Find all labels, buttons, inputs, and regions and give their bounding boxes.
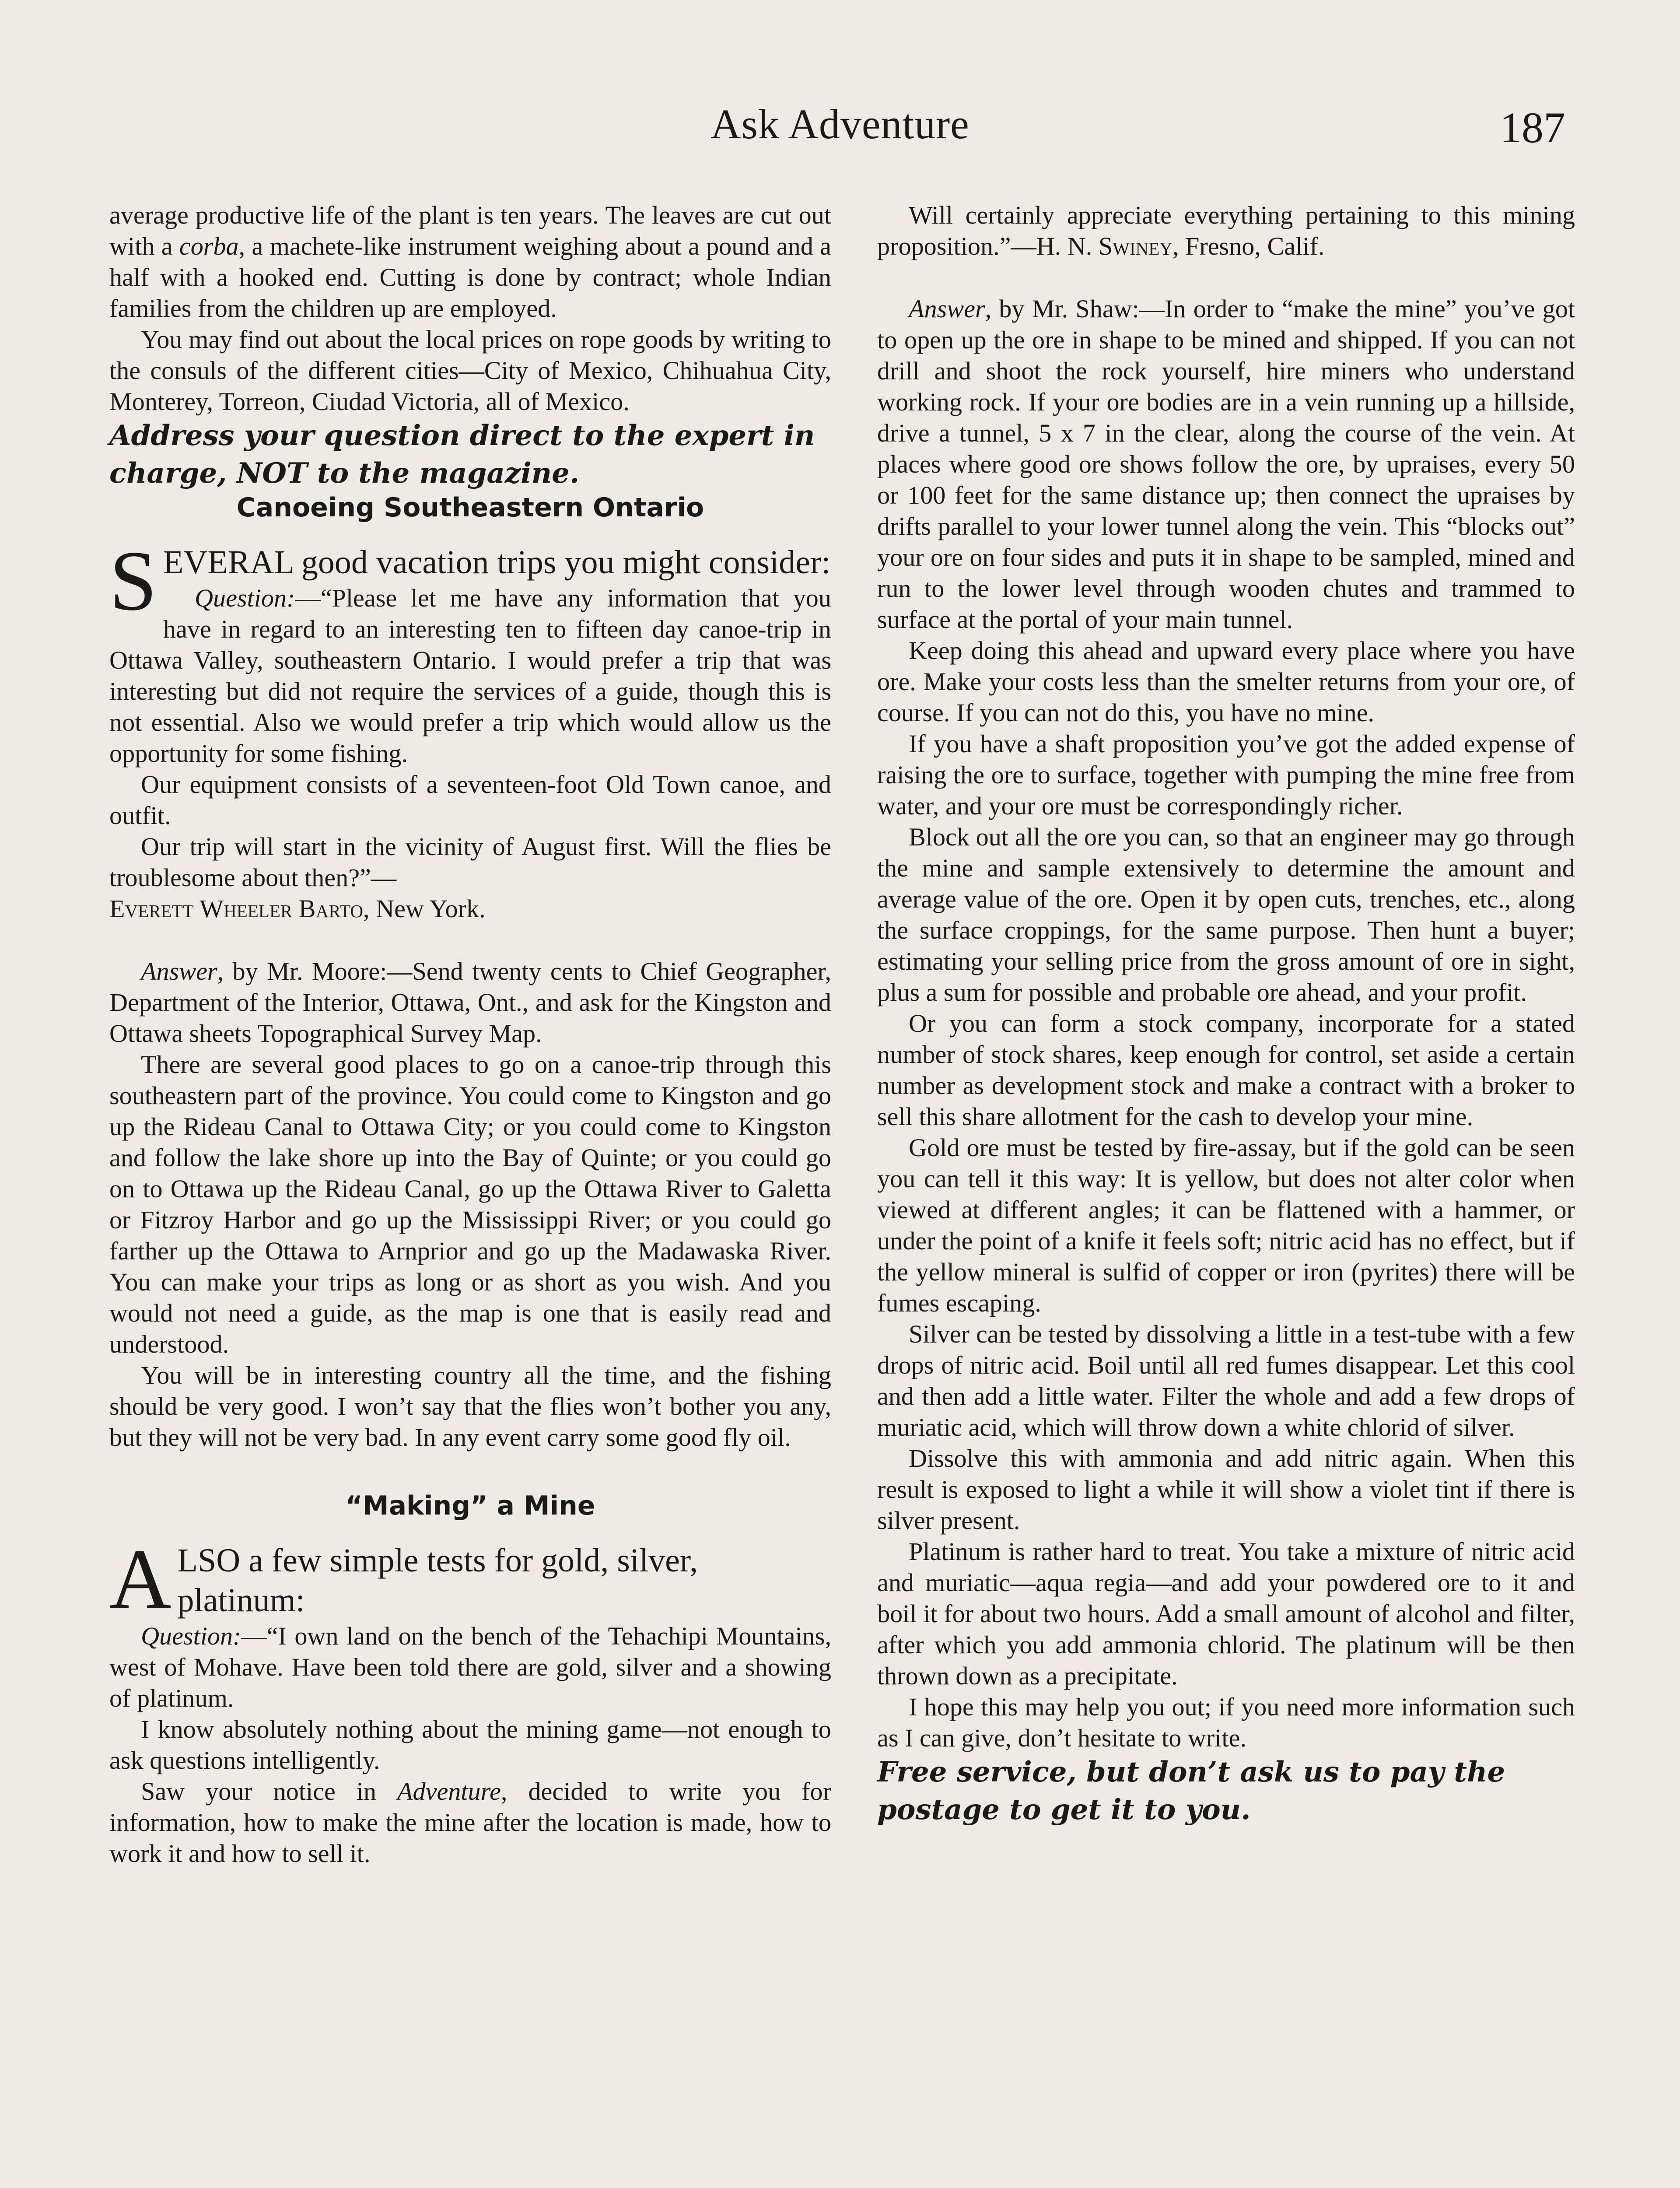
signature: Swiney bbox=[1098, 232, 1172, 260]
running-title: Ask Adventure bbox=[710, 101, 970, 147]
text: average productive life of the plant is ten years. The leaves are cut out with a bbox=[109, 201, 831, 260]
paragraph: Our equipment consists of a seventeen-foot Old Town canoe, and outfit. bbox=[109, 770, 831, 830]
left-column bbox=[109, 200, 831, 1869]
text: Will certainly appreciate everything pertaining to this mining proposition.”—H. N. bbox=[877, 201, 1575, 260]
paragraph: Dissolve this with ammonia and add nitric again. When this result is exposed to light a while it will show a violet tint if there is silver present. bbox=[877, 1444, 1575, 1535]
right-column bbox=[877, 200, 1575, 1829]
text: —“I own land on the bench of the Tehachipi Mountains, west of Mohave. Have been told there are gold, silver and a showing of platinum. bbox=[109, 1622, 831, 1712]
paragraph: Platinum is rather hard to treat. You take a mixture of nitric acid and muriatic—aqua regia—and add your powdered ore to it and boil it for about two hours. Add a small amount of alcohol and filter, after which you add ammonia chlorid. The platinum will be then thrown down as a precipitate. bbox=[877, 1537, 1575, 1690]
italic-term: corba bbox=[179, 232, 239, 260]
text: , by Mr. Shaw:—In order to “make the mine” you’ve got to open up the ore in shape to be mined and shipped. If you can not drill and shoot the rock yourself, hire miners who understand working rock. If your ore bodies are in a vein running up a hillside, drive a tunnel, 5 x 7 in the clear, along the course of the vein. At places where good ore shows follow the ore, by upraises, every 50 or 100 feet for the same distance up; then connect the upraises by drifts parallel to your lower tunnel along the vein. This “blocks out” your ore on four sides and puts it in shape to be sampled, mined and run to the lower level through wooden chutes and trammed to surface at the portal of your main tunnel. bbox=[877, 295, 1575, 634]
drop-cap: S bbox=[109, 533, 158, 628]
paragraph bbox=[877, 200, 1575, 262]
page-header bbox=[0, 100, 1680, 161]
answer-paragraph bbox=[877, 293, 1575, 635]
text: , Fresno, Calif. bbox=[1172, 232, 1325, 260]
question-paragraph bbox=[109, 1620, 831, 1714]
paragraph: I hope this may help you out; if you need more information such as I can give, don’t hesitate to write. bbox=[877, 1693, 1575, 1752]
paragraph: You will be in interesting country all the time, and the fishing should be very good. I won’t say that the flies won’t bother you any, but they will not be very bad. In any event carry some good fly oil. bbox=[109, 1361, 831, 1452]
editorial-notice: Free service, but don’t ask us to pay the postage to get it to you. bbox=[877, 1756, 1505, 1826]
answer-label: Answer bbox=[141, 957, 217, 985]
section-heading: Canoeing Southeastern Ontario bbox=[236, 492, 704, 523]
question-label: Question: bbox=[195, 584, 295, 612]
text: , by Mr. Moore:—Send twenty cents to Chief Geographer, Department of the Interior, Ottawa, Ont., and ask for the Kingston and Ottawa sheets Topographical Survey Map. bbox=[109, 957, 831, 1048]
question-paragraph bbox=[109, 582, 831, 769]
paragraph: Keep doing this ahead and upward every place where you have ore. Make your costs less than the smelter returns from your ore, of course. If you can not do this, you have no mine. bbox=[877, 636, 1575, 727]
magazine-name: Adventure bbox=[397, 1777, 501, 1806]
text: Saw your notice in bbox=[141, 1777, 377, 1806]
lead-text: LSO a few simple tests for gold, silver, platinum: bbox=[177, 1542, 698, 1619]
text: Our trip will start in the vicinity of August first. Will the flies be troublesome about then?”— bbox=[109, 832, 831, 892]
text: , New York. bbox=[363, 894, 486, 923]
paragraph: Silver can be tested by dissolving a little in a test-tube with a few drops of nitric acid. Boil until all red fumes disappear. Let this cool and then add a little water. Filter the whole and add a few drops of muriatic acid, which will throw down a white chlorid of silver. bbox=[877, 1320, 1575, 1441]
section-heading: “Making” a Mine bbox=[345, 1490, 595, 1521]
lead-text: EVERAL good vacation trips you might consider: bbox=[163, 544, 831, 581]
paragraph: Block out all the ore you can, so that an engineer may go through the mine and sample extensively to determine the amount and average value of the ore. Open it by open cuts, trenches, etc., along the surface croppings, for the same purpose. Then hunt a buyer; estimating your selling price from the gross amount of ore in sight, plus a sum for possible and probable ore ahead, and your profit. bbox=[877, 823, 1575, 1006]
paragraph: Gold ore must be tested by fire-assay, but if the gold can be seen you can tell it this way: It is yellow, but does not alter color when viewed at different angles; it can be flattened with a hammer, or under the point of a knife it feels soft; nitric acid has no effect, but if the yellow mineral is sulfid of copper or iron (pyrites) there will be fumes escaping. bbox=[877, 1133, 1575, 1317]
section-lead bbox=[109, 1532, 831, 1627]
answer-paragraph bbox=[109, 956, 831, 1049]
text: , decided to write you for information, how to make the mine after the location is made, how to work it and how to sell it. bbox=[109, 1777, 831, 1868]
page-number: 187 bbox=[1500, 103, 1565, 152]
text: , a machete-like instrument weighing about a pound and a half with a hooked end. Cutting is done by contract; whole Indian families from the children up are employed. bbox=[109, 232, 831, 323]
paragraph: There are several good places to go on a canoe-trip through this southeastern part of the province. You could come to Kingston and go up the Rideau Canal to Ottawa City; or you could come to Kingston and follow the lake shore up into the Bay of Quinte; or you could go on to Ottawa up the Rideau Canal, go up the Ottawa River to Galetta or Fitzroy Harbor and go up the Mississippi River; or you could go farther up the Ottawa to Arnprior and go up the Madawaska River. You can make your trips as long or as short as you wish. And you would not need a guide, as the map is one that is easily read and understood. bbox=[109, 1050, 831, 1358]
answer-label: Answer bbox=[909, 295, 985, 323]
paragraph: Or you can form a stock company, incorporate for a stated number of stock shares, keep enough for control, set aside a certain number as development stock and make a contract with a broker to sell this share allotment for the cash to develop your mine. bbox=[877, 1009, 1575, 1131]
paragraph bbox=[109, 200, 831, 324]
paragraph bbox=[109, 831, 831, 924]
paragraph: You may find out about the local prices on rope goods by writing to the consuls of the different cities—City of Mexico, Chihuahua City, Monterey, Torreon, Ciudad Victoria, all of Mexico. bbox=[109, 325, 831, 416]
paragraph: I know absolutely nothing about the mining game—not enough to ask questions intelligently. bbox=[109, 1715, 831, 1774]
signature: Everett Wheeler Barto bbox=[109, 894, 363, 923]
editorial-notice: Address your question direct to the expert in charge, NOT to the magazine. bbox=[109, 419, 815, 490]
text: —“Please let me have any information that you have in regard to an interesting ten to fifteen day canoe-trip in Ottawa Valley, southeastern Ontario. I would prefer a trip that was interesting but did not require the services of a guide, though this is not essential. Also we would prefer a trip which would allow us the opportunity for some fishing. bbox=[109, 584, 831, 768]
paragraph: If you have a shaft proposition you’ve got the added expense of raising the ore to surface, together with pumping the mine free from water, and your ore must be correspondingly richer. bbox=[877, 729, 1575, 820]
drop-cap: A bbox=[109, 1532, 172, 1627]
paragraph bbox=[109, 1776, 831, 1869]
question-label: Question: bbox=[141, 1622, 242, 1650]
